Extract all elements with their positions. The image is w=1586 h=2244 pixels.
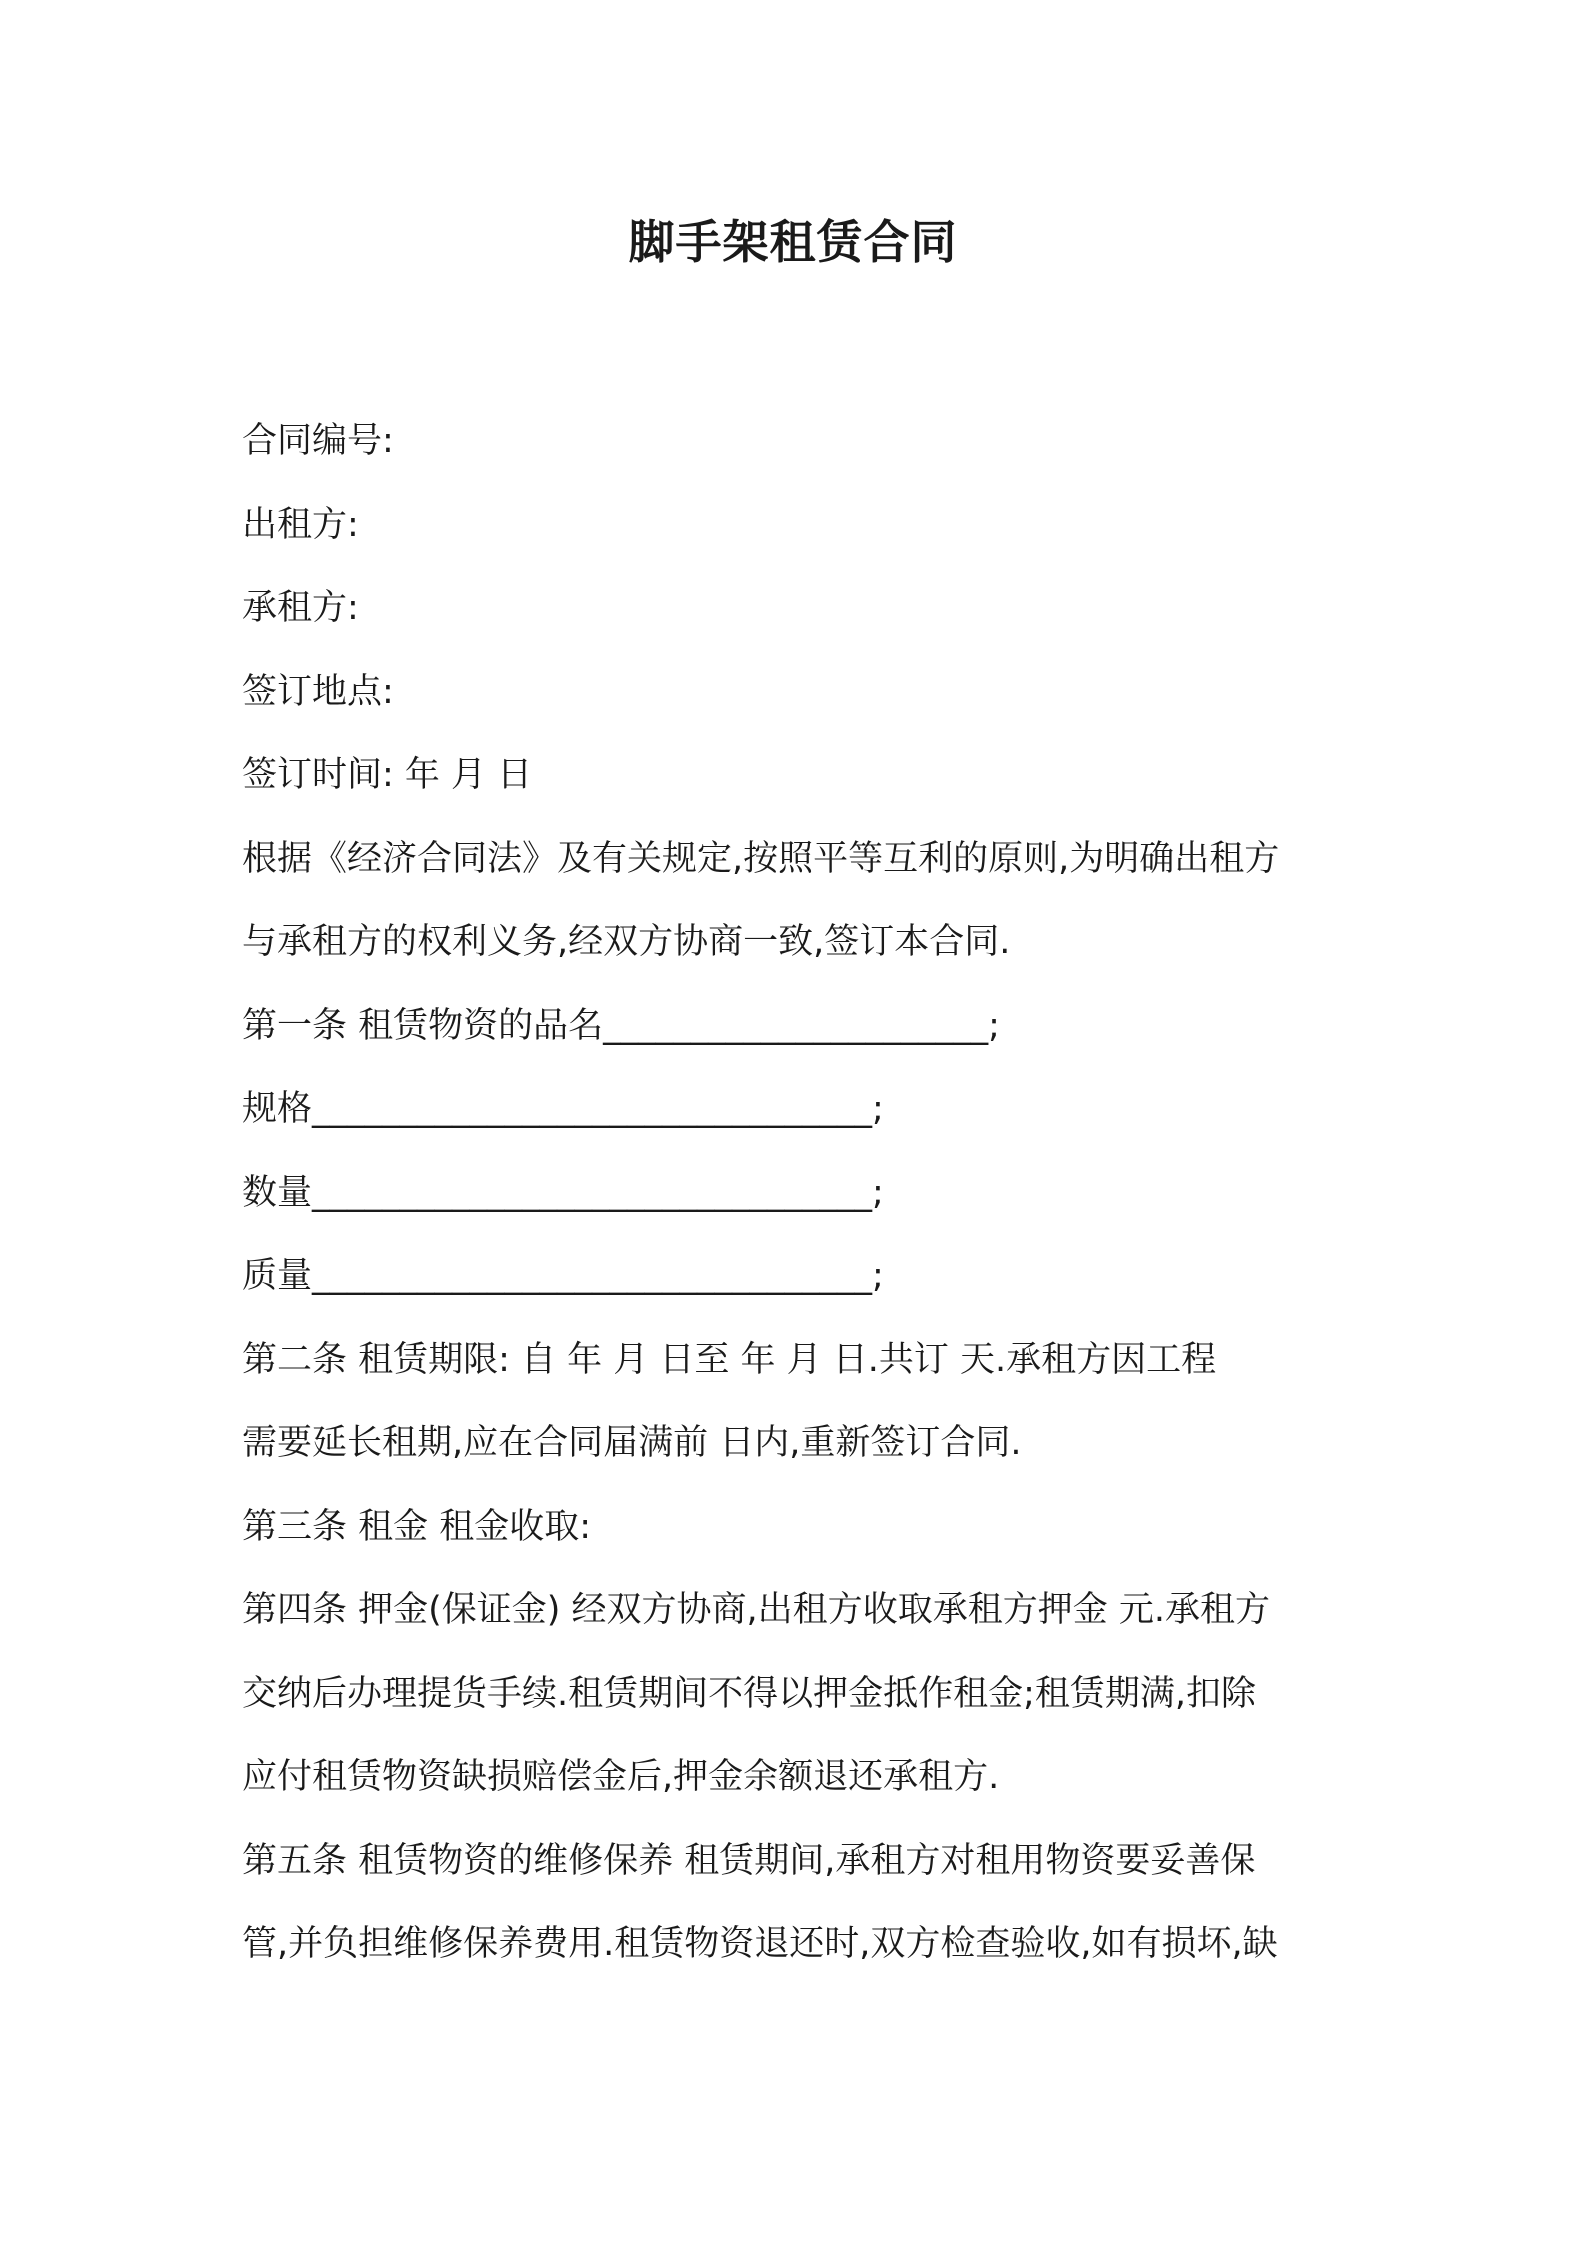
lessor-line: 出租方: — [242, 504, 359, 545]
article-5-line-1: 第五条 租赁物资的维修保养 租赁期间,承租方对租用物资要妥善保 — [242, 1840, 1256, 1881]
preamble-line-2: 与承租方的权利义务,经双方协商一致,签订本合同. — [242, 922, 1011, 962]
article-4-line-2: 交纳后办理提货手续.租赁期间不得以押金抵作租金;租赁期满,扣除 — [242, 1673, 1257, 1714]
contract-number-line: 合同编号: — [242, 421, 394, 461]
signing-place-line: 签订地点: — [242, 671, 394, 712]
article-1-quality: 质量________________________________; — [242, 1256, 884, 1296]
preamble-line-1: 根据《经济合同法》及有关规定,按照平等互利的原则,为明确出租方 — [242, 838, 1280, 879]
signing-date-line: 签订时间: 年 月 日 — [242, 755, 533, 795]
article-5-line-2: 管,并负担维修保养费用.租赁物资退还时,双方检查验收,如有损坏,缺 — [242, 1924, 1278, 1964]
article-1-item-name: 第一条 租赁物资的品名______________________; — [242, 1005, 1000, 1046]
article-1-quantity: 数量________________________________; — [242, 1172, 884, 1213]
document-title: 脚手架租赁合同 — [628, 215, 958, 269]
article-1-spec: 规格________________________________; — [242, 1089, 884, 1129]
article-4-line-1: 第四条 押金(保证金) 经双方协商,出租方收取承租方押金 元.承租方 — [242, 1590, 1270, 1630]
article-2-line-2: 需要延长租期,应在合同届满前 日内,重新签订合同. — [242, 1423, 1022, 1463]
document-body — [242, 400, 1352, 1987]
article-3-line: 第三条 租金 租金收取: — [242, 1506, 592, 1547]
article-4-line-3: 应付租赁物资缺损赔偿金后,押金余额退还承租方. — [242, 1757, 1000, 1797]
article-2-line-1: 第二条 租赁期限: 自 年 月 日至 年 月 日.共订 天.承租方因工程 — [242, 1339, 1217, 1380]
lessee-line: 承租方: — [242, 588, 359, 628]
